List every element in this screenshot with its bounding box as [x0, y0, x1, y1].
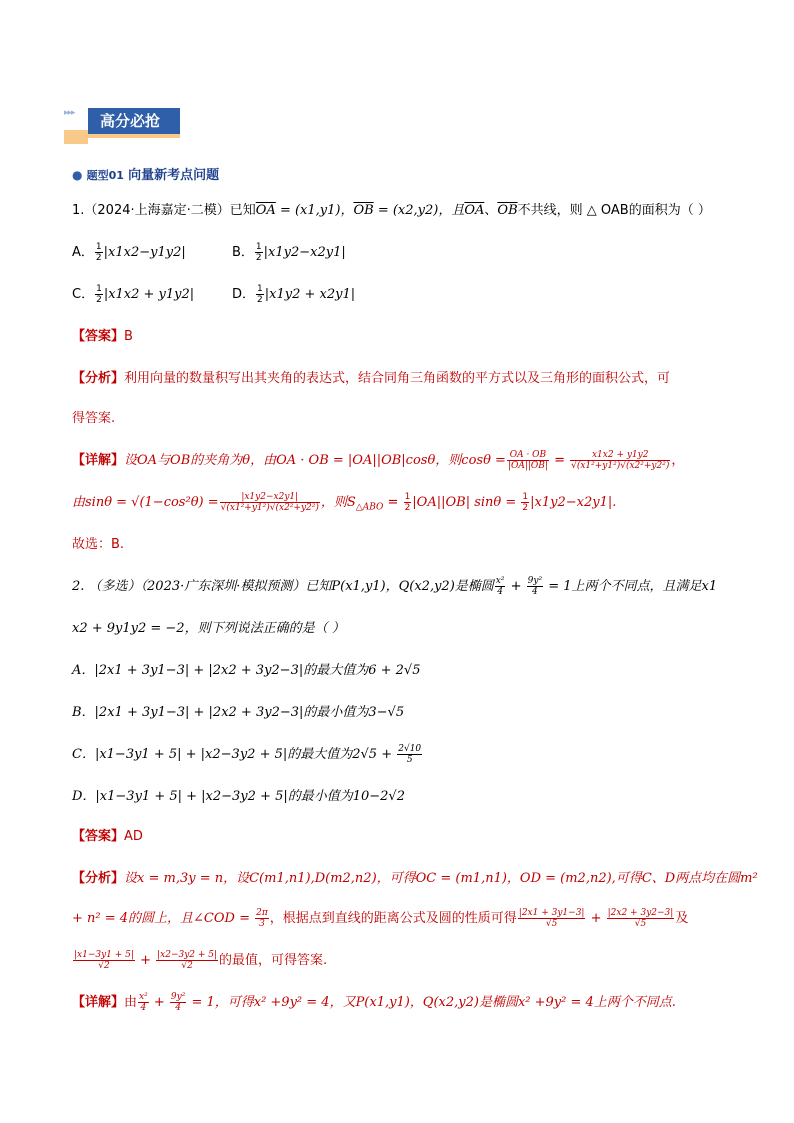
detail-label: 【详解】 [72, 995, 125, 1010]
dist-fraction-4: $\frac{|x2-3y2 + 5|}{√2}$ [157, 950, 218, 971]
plus: + [586, 911, 606, 926]
q2-stem-line2 [72, 618, 345, 640]
q1-vec-oa-2: $\overline{OA}$ [464, 203, 485, 218]
q1-analysis-line2 [72, 408, 115, 430]
q2-answer [72, 826, 143, 848]
area-subscript: △ABO [355, 502, 384, 513]
plus: + [149, 995, 169, 1010]
q1-oa-value: = (x1,y1)， [275, 203, 354, 218]
analysis-text: 得答案. [72, 411, 116, 426]
q2-analysis-line2 [72, 908, 688, 930]
plus: + [506, 579, 526, 594]
section-title [72, 164, 219, 187]
analysis-text: 及 [675, 911, 689, 926]
q1-stem-end: 不共线，则 △ OAB的面积为（ ） [517, 203, 711, 218]
half-fraction: $\frac{1}{2}$ [96, 284, 102, 305]
detail-text: 由sinθ = √(1−cos²θ) = [72, 495, 219, 510]
half-fraction: $\frac{1}{2}$ [95, 242, 102, 263]
dist-fraction-3: $\frac{|x1-3y1 + 5|}{√2}$ [74, 950, 134, 971]
q2-analysis-line3 [72, 950, 327, 972]
q2-detail-line1 [72, 992, 676, 1014]
plus: + [135, 953, 156, 968]
equals: = [383, 495, 403, 510]
detail-text: |x1y2−x2y1|. [530, 495, 617, 510]
cos-fraction: $\frac{OA \cdot OB}{|OA||OB|}$ [507, 450, 548, 471]
q1-option-d[interactable] [232, 284, 355, 306]
option-d-text: D．|x1−3y1 + 5| + |x2−3y2 + 5|的最小值为10−2√2 [72, 789, 405, 804]
detail-text: 由 [124, 995, 138, 1010]
q1-answer [72, 326, 133, 348]
analysis-label: 【分析】 [72, 871, 125, 886]
analysis-text: ，根据点到直线的距离公式及圆的性质可得 [269, 911, 517, 926]
q1-option-b[interactable] [232, 242, 346, 264]
q2-stem-text: 2. （多选）（2023·广东深圳·模拟预测）已知P(x1,y1)，Q(x2,y2)是椭圆 [72, 579, 494, 594]
q2-option-a[interactable] [72, 660, 420, 682]
q1-vec-ob-2: $\overline{OB}$ [497, 203, 518, 218]
detail-label: 【详解】 [72, 453, 125, 468]
ellipse-y-fraction: $\frac{\text{9y²}}{4}$ [527, 576, 543, 597]
option-label: D． [232, 287, 256, 302]
option-a-expr: |x1x2−y1y2| [103, 245, 186, 260]
analysis-text: + n² = 4的圆上，且∠COD = [72, 911, 255, 926]
q2-analysis-line1 [72, 868, 758, 890]
section-header-badge [64, 108, 180, 144]
half-fraction: $\frac{1}{2}$ [522, 492, 529, 513]
analysis-text: 设x = m,3y = n，设C(m1,n1),D(m2,n2)，可得OC = (m1,n1)，OD = (m2,n2),可得C、D两点均在圆m² [124, 871, 758, 886]
section-heading: 向量新考点问题 [128, 168, 220, 183]
detail-text: |OA||OB| sinθ = [412, 495, 521, 510]
detail-x-fraction: $\frac{\text{x²}}{4}$ [139, 992, 148, 1013]
option-c-text: C．|x1−3y1 + 5| + |x2−3y2 + 5|的最大值为2√5 + [72, 747, 397, 762]
q2-stem-line1 [72, 576, 717, 598]
q1-vec-oa: $\overline{OA}$ [255, 203, 276, 218]
sin-fraction: $\frac{|x1y2-x2y1|}{\text{√(x1²+y1²)√(x2²+y2²)}}$ [220, 492, 319, 513]
answer-value: AD [124, 829, 143, 844]
q1-detail-line2 [72, 492, 616, 519]
q1-detail-line1: 【详解】设OA与OB的夹角为θ，由OA · OB = |OA||OB|cosθ，则cosθ = $\frac{OA \cdot OB}{|OA||OB|}$ = $\frac{x1x2 + y1y2}{\text{√(x1²+y1²)√(x2²+y2²)}}$ ， [72, 450, 685, 471]
option-b-expr: |x1y2−x2y1| [263, 245, 346, 260]
option-label: A． [72, 245, 94, 260]
option-c-expr: |x1x2 + y1y2| [103, 287, 195, 302]
badge-title: 高分必抢 [88, 108, 180, 134]
q1-stem [72, 200, 711, 222]
detail-text: 设OA与OB的夹角为θ，由OA · OB = |OA||OB|cosθ，则cosθ = [124, 453, 506, 468]
answer-value: B [124, 329, 133, 344]
angle-fraction: $\frac{2\pi}{3}$ [256, 908, 268, 929]
answer-label: 【答案】 [72, 829, 125, 844]
cos-expanded-fraction: $\frac{x1x2 + y1y2}{\text{√(x1²+y1²)√(x2²+y2²)}}$ [571, 450, 670, 471]
q1-ob-value: = (x2,y2)，且 [373, 203, 465, 218]
analysis-text: 的最值，可得答案. [219, 953, 328, 968]
dist-fraction-1: $\frac{|2x1 + 3y1-3|}{√5}$ [518, 908, 585, 929]
section-tag: 题型01 [86, 169, 124, 182]
analysis-label: 【分析】 [72, 371, 125, 386]
option-a-text: A．|2x1 + 3y1−3| + |2x2 + 3y2−3|的最大值为6 + 2√5 [72, 663, 421, 678]
option-b-text: B．|2x1 + 3y1−3| + |2x2 + 3y2−3|的最小值为3−√5 [72, 705, 405, 720]
badge-underline [88, 134, 180, 138]
pin-icon: ● [72, 168, 83, 182]
q1-option-a[interactable] [72, 242, 186, 264]
q2-stem-text: x2 + 9y1y2 = −2，则下列说法正确的是（ ） [72, 621, 345, 636]
ellipse-x-fraction: $\frac{\text{x²}}{4}$ [495, 576, 505, 597]
q2-option-d[interactable] [72, 786, 405, 808]
option-label: B． [232, 245, 254, 260]
option-label: C． [72, 287, 95, 302]
detail-text: = 1，可得x² +9y² = 4，又P(x1,y1)，Q(x2,y2)是椭圆x² +9y² = 4上两个不同点. [187, 995, 676, 1010]
detail-text: ，则S [320, 495, 356, 510]
half-fraction: $\frac{1}{2}$ [257, 284, 263, 305]
decorative-arrows-icon: ▸▸▸ [64, 108, 75, 118]
q1-vec-ob: $\overline{OB}$ [353, 203, 374, 218]
conclusion-text: 故选：B. [72, 537, 125, 552]
answer-label: 【答案】 [72, 329, 125, 344]
q2-option-c[interactable] [72, 744, 423, 766]
half-fraction: $\frac{1}{2}$ [404, 492, 411, 513]
badge-accent-bar [64, 130, 88, 144]
q1-option-c[interactable] [72, 284, 194, 306]
half-fraction: $\frac{1}{2}$ [255, 242, 262, 263]
detail-y-fraction: $\frac{\text{9y²}}{4}$ [170, 992, 186, 1013]
q1-conclusion [72, 534, 124, 556]
dist-fraction-2: $\frac{|2x2 + 3y2-3|}{√5}$ [607, 908, 674, 929]
q1-sep: 、 [484, 203, 498, 218]
q2-stem-text: = 1上两个不同点，且满足x1 [544, 579, 718, 594]
analysis-text: 利用向量的数量积写出其夹角的表达式，结合同角三角函数的平方式以及三角形的面积公式，可 [124, 371, 671, 386]
q1-analysis-line1 [72, 368, 670, 390]
option-d-expr: |x1y2 + x2y1| [264, 287, 356, 302]
option-c-fraction: $\frac{2√10}{5}$ [398, 744, 422, 765]
q1-stem-start: 1.（2024·上海嘉定·二模）已知 [72, 203, 256, 218]
q2-option-b[interactable] [72, 702, 404, 724]
